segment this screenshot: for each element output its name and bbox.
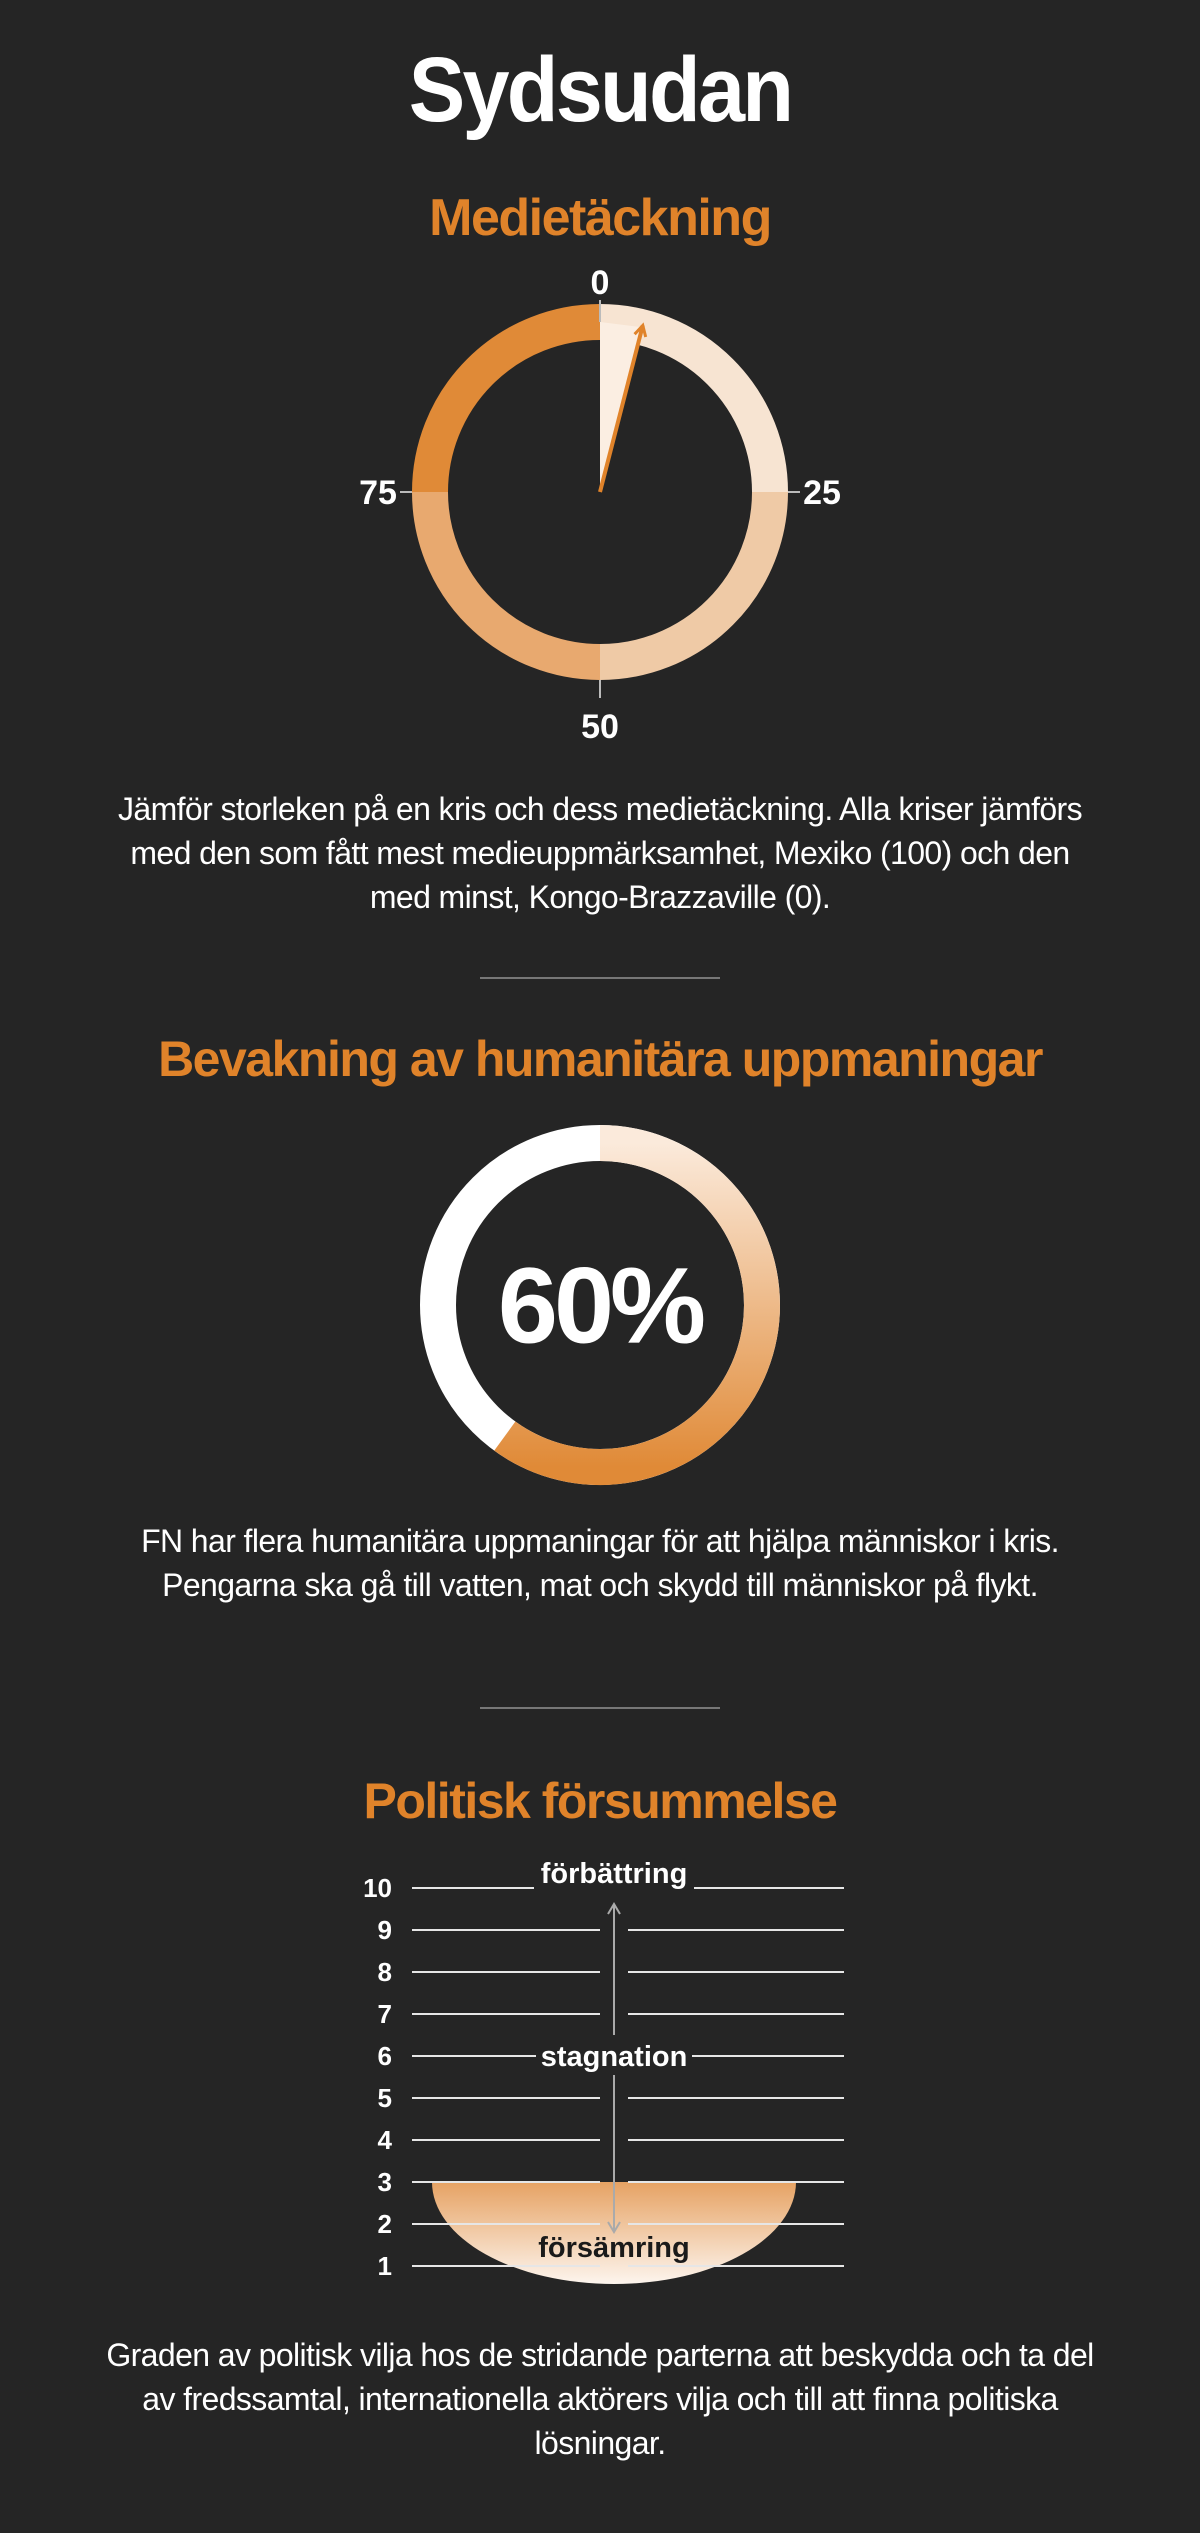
media-coverage-heading: Medietäckning [429, 189, 771, 247]
scale-number: 9 [377, 1915, 392, 1945]
scale-number: 8 [377, 1957, 392, 1987]
political-neglect-scale [0, 1860, 1200, 2280]
scale-number: 10 [363, 1873, 392, 1903]
gauge-tick-75: 75 [359, 474, 397, 512]
gauge-tick-0: 0 [590, 264, 610, 302]
appeal-coverage-description: FN har flera humanitära uppmaningar för att hjälpa människor i kris. Pengarna ska gå till vatten, mat och skydd till människor på flykt. [141, 1523, 1059, 1603]
scale-number: 2 [377, 2209, 392, 2239]
media-coverage-description: Jämför storleken på en kris och dess medietäckning. Alla kriser jämförs med den som fått mest medieuppmärksamhet, Mexiko (100) och den med minst, Kongo-Brazzaville (0). [117, 791, 1083, 915]
divider [480, 977, 720, 979]
scale-number: 7 [377, 1999, 392, 2029]
label-stagnation: stagnation [540, 2041, 688, 2073]
appeal-coverage-heading: Bevakning av humanitära uppmaningar [158, 1031, 1042, 1087]
political-neglect-description: Graden av politisk vilja hos de stridande parterna att beskydda och ta del av fredssamtal, internationella aktörers vilja och till att finna politiska lösningar. [106, 2337, 1094, 2461]
gauge-tick-50: 50 [581, 708, 619, 746]
percent-label: 60% [497, 1244, 703, 1366]
label-improvement: förbättring [540, 1858, 688, 1890]
scale-number: 3 [377, 2167, 392, 2197]
political-neglect-heading: Politisk försummelse [363, 1773, 837, 1829]
media-coverage-gauge [0, 264, 1200, 750]
gauge-tick-25: 25 [803, 474, 841, 512]
scale-number: 1 [377, 2251, 392, 2281]
scale-number: 6 [377, 2041, 392, 2071]
scale-number: 4 [377, 2125, 392, 2155]
page-title: Sydsudan [408, 39, 792, 141]
appeal-coverage-ring [400, 1105, 800, 1505]
label-deterioration: försämring [538, 2232, 690, 2264]
divider [480, 1707, 720, 1709]
scale-number: 5 [377, 2083, 392, 2113]
